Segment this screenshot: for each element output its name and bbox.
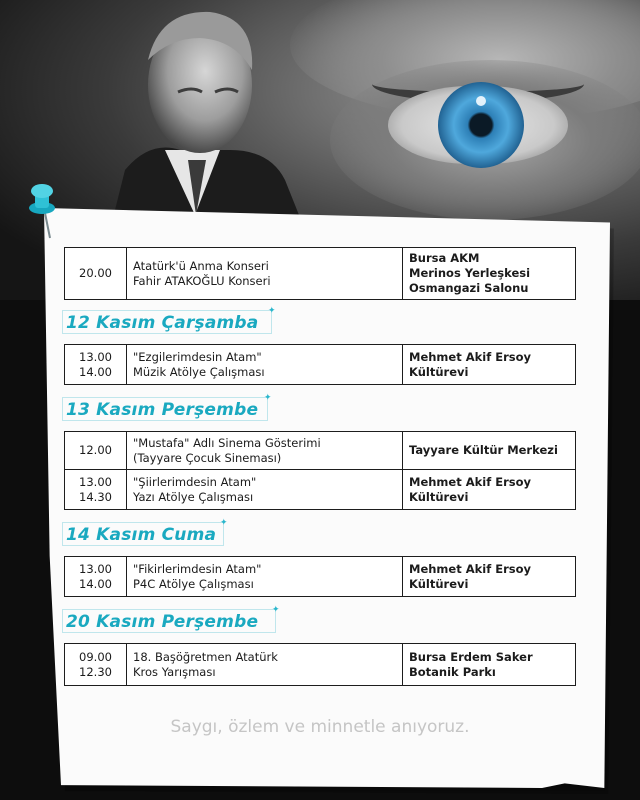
time-cell: 13.00 14.30 [65,470,127,510]
event-cell: "Şiirlerimdesin Atam" Yazı Atölye Çalışması [127,470,403,510]
day-title: 14 Kasım Cuma [66,525,217,545]
table-row [65,248,576,300]
time-cell: 12.00 [65,432,127,470]
venue-cell: Mehmet Akif Ersoy Kültürevi [403,557,576,597]
sparkle-icon: ✦ [268,306,276,316]
schedule-table-day2 [64,431,576,510]
table-row [65,470,576,510]
event-cell: "Ezgilerimdesin Atam" Müzik Atölye Çalışması [127,345,403,385]
event-cell: "Fikirlerimdesin Atam" P4C Atölye Çalışması [127,557,403,597]
day-heading [64,510,576,556]
table-row [65,345,576,385]
time-cell: 09.00 12.30 [65,644,127,686]
venue-cell: Bursa AKM Merinos Yerleşkesi Osmangazi Salonu [403,248,576,300]
day-heading [64,300,576,344]
day-title: 20 Kasım Perşembe [66,612,259,632]
event-cell: Atatürk'ü Anma Konseri Fahir ATAKOĞLU Konseri [127,248,403,300]
event-cell: "Mustafa" Adlı Sinema Gösterimi (Tayyare Çocuk Sineması) [127,432,403,470]
time-cell: 20.00 [65,248,127,300]
venue-cell: Tayyare Kültür Merkezi [403,432,576,470]
portrait-silhouette [70,0,320,230]
venue-cell: Mehmet Akif Ersoy Kültürevi [403,470,576,510]
venue-cell: Mehmet Akif Ersoy Kültürevi [403,345,576,385]
day-heading [64,597,576,643]
schedule-table-intro [64,247,576,300]
day-heading [64,385,576,431]
schedule-table-day4 [64,643,576,686]
photo-iris [438,82,524,168]
table-row [65,557,576,597]
venue-cell: Bursa Erdem Saker Botanik Parkı [403,644,576,686]
day-title: 12 Kasım Çarşamba [66,313,259,333]
sparkle-icon: ✦ [220,518,228,528]
sparkle-icon: ✦ [264,393,272,403]
schedule-table-day1 [64,344,576,385]
schedule-table-day3 [64,556,576,597]
footer-tagline: Saygı, özlem ve minnetle anıyoruz. [170,717,470,737]
day-title: 13 Kasım Perşembe [66,400,259,420]
event-cell: 18. Başöğretmen Atatürk Kros Yarışması [127,644,403,686]
pushpin-icon [20,182,66,240]
table-row [65,644,576,686]
schedule [64,247,576,686]
time-cell: 13.00 14.00 [65,345,127,385]
table-row [65,432,576,470]
photo-glint [476,96,486,106]
sparkle-icon: ✦ [272,605,280,615]
time-cell: 13.00 14.00 [65,557,127,597]
